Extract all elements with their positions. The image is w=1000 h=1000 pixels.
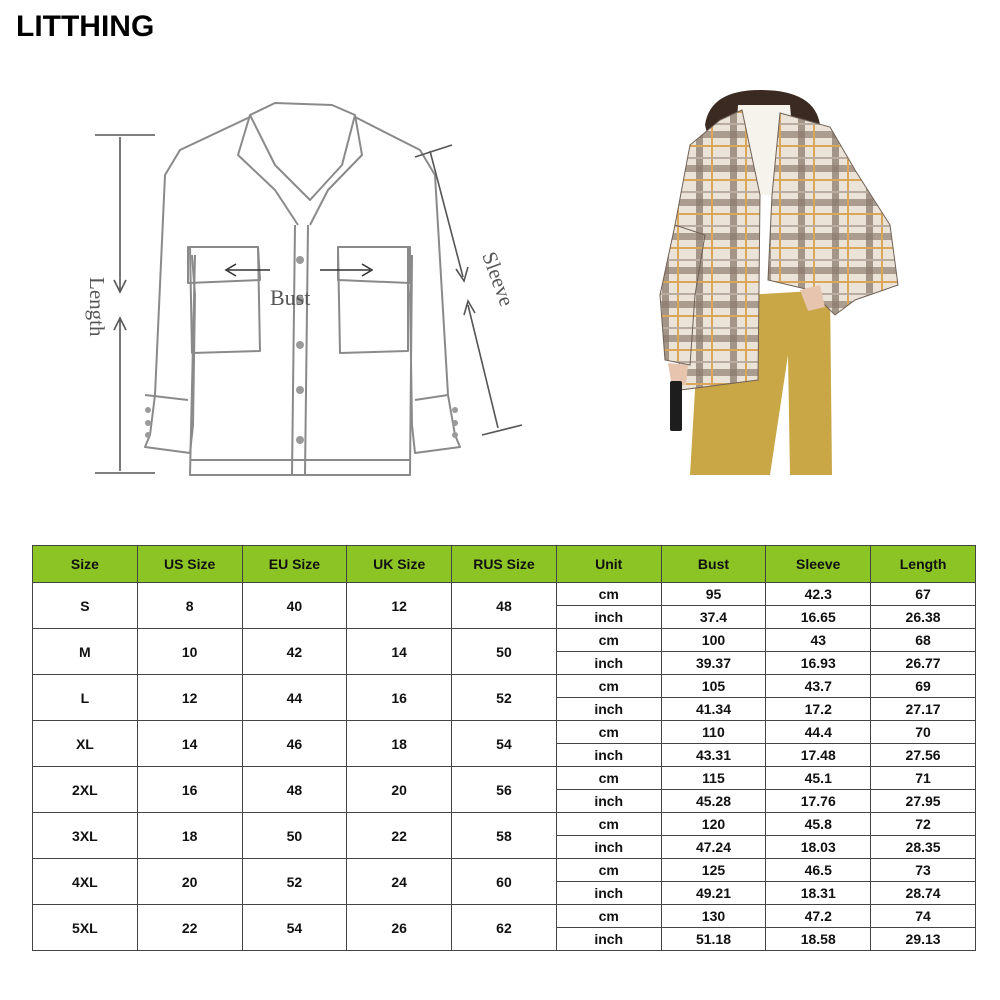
cell-us-size: 8 bbox=[137, 583, 242, 629]
brand-logo: LITTHING bbox=[16, 10, 155, 43]
cell-bust: 110 bbox=[661, 721, 766, 744]
cell-eu-size: 54 bbox=[242, 905, 347, 951]
cell-us-size: 20 bbox=[137, 859, 242, 905]
cell-bust: 49.21 bbox=[661, 882, 766, 905]
cell-unit: cm bbox=[556, 767, 661, 790]
header-uk-size: UK Size bbox=[347, 546, 452, 583]
cell-sleeve: 18.03 bbox=[766, 836, 871, 859]
cell-unit: cm bbox=[556, 629, 661, 652]
cell-length: 70 bbox=[871, 721, 976, 744]
sleeve-label: Sleeve bbox=[477, 248, 520, 310]
cell-size: S bbox=[33, 583, 138, 629]
cell-unit: inch bbox=[556, 698, 661, 721]
header-length: Length bbox=[871, 546, 976, 583]
cell-length: 74 bbox=[871, 905, 976, 928]
cell-unit: cm bbox=[556, 813, 661, 836]
cell-bust: 47.24 bbox=[661, 836, 766, 859]
cell-sleeve: 44.4 bbox=[766, 721, 871, 744]
cell-uk-size: 26 bbox=[347, 905, 452, 951]
cell-uk-size: 18 bbox=[347, 721, 452, 767]
cell-us-size: 18 bbox=[137, 813, 242, 859]
cell-bust: 41.34 bbox=[661, 698, 766, 721]
cell-unit: inch bbox=[556, 790, 661, 813]
cell-size: 2XL bbox=[33, 767, 138, 813]
cell-us-size: 14 bbox=[137, 721, 242, 767]
table-row bbox=[33, 721, 976, 744]
cell-unit: inch bbox=[556, 606, 661, 629]
cell-bust: 105 bbox=[661, 675, 766, 698]
cell-bust: 115 bbox=[661, 767, 766, 790]
header-unit: Unit bbox=[556, 546, 661, 583]
cell-uk-size: 20 bbox=[347, 767, 452, 813]
cell-bust: 125 bbox=[661, 859, 766, 882]
cell-bust: 43.31 bbox=[661, 744, 766, 767]
cell-sleeve: 17.2 bbox=[766, 698, 871, 721]
cell-rus-size: 52 bbox=[452, 675, 557, 721]
cell-us-size: 10 bbox=[137, 629, 242, 675]
cell-sleeve: 16.93 bbox=[766, 652, 871, 675]
cell-length: 73 bbox=[871, 859, 976, 882]
cell-sleeve: 16.65 bbox=[766, 606, 871, 629]
cell-length: 69 bbox=[871, 675, 976, 698]
table-row bbox=[33, 629, 976, 652]
length-label: Length bbox=[85, 277, 109, 337]
cell-bust: 100 bbox=[661, 629, 766, 652]
cell-length: 27.17 bbox=[871, 698, 976, 721]
cell-unit: cm bbox=[556, 675, 661, 698]
phone bbox=[670, 381, 682, 431]
cell-sleeve: 45.8 bbox=[766, 813, 871, 836]
cell-uk-size: 14 bbox=[347, 629, 452, 675]
header-bust: Bust bbox=[661, 546, 766, 583]
cell-rus-size: 50 bbox=[452, 629, 557, 675]
cell-length: 72 bbox=[871, 813, 976, 836]
cell-length: 28.35 bbox=[871, 836, 976, 859]
cell-sleeve: 17.76 bbox=[766, 790, 871, 813]
cell-us-size: 22 bbox=[137, 905, 242, 951]
cell-length: 68 bbox=[871, 629, 976, 652]
cell-bust: 39.37 bbox=[661, 652, 766, 675]
cell-size: M bbox=[33, 629, 138, 675]
header-eu-size: EU Size bbox=[242, 546, 347, 583]
cell-uk-size: 22 bbox=[347, 813, 452, 859]
table-row bbox=[33, 767, 976, 790]
cell-size: L bbox=[33, 675, 138, 721]
cell-bust: 51.18 bbox=[661, 928, 766, 951]
cell-length: 67 bbox=[871, 583, 976, 606]
shirt-measurement-diagram bbox=[70, 95, 540, 495]
cell-eu-size: 50 bbox=[242, 813, 347, 859]
cell-eu-size: 48 bbox=[242, 767, 347, 813]
cell-rus-size: 62 bbox=[452, 905, 557, 951]
cell-unit: cm bbox=[556, 721, 661, 744]
cell-size: 5XL bbox=[33, 905, 138, 951]
cell-unit: inch bbox=[556, 928, 661, 951]
cell-eu-size: 42 bbox=[242, 629, 347, 675]
header-rus-size: RUS Size bbox=[452, 546, 557, 583]
cell-eu-size: 44 bbox=[242, 675, 347, 721]
cell-bust: 130 bbox=[661, 905, 766, 928]
cell-uk-size: 24 bbox=[347, 859, 452, 905]
cell-rus-size: 60 bbox=[452, 859, 557, 905]
cell-bust: 45.28 bbox=[661, 790, 766, 813]
cell-sleeve: 18.58 bbox=[766, 928, 871, 951]
cell-bust: 37.4 bbox=[661, 606, 766, 629]
cell-size: 3XL bbox=[33, 813, 138, 859]
header-size: Size bbox=[33, 546, 138, 583]
cell-sleeve: 46.5 bbox=[766, 859, 871, 882]
cell-size: XL bbox=[33, 721, 138, 767]
cell-unit: inch bbox=[556, 744, 661, 767]
cell-sleeve: 43.7 bbox=[766, 675, 871, 698]
cell-length: 26.38 bbox=[871, 606, 976, 629]
cell-length: 29.13 bbox=[871, 928, 976, 951]
cell-unit: inch bbox=[556, 652, 661, 675]
table-row bbox=[33, 675, 976, 698]
cell-length: 28.74 bbox=[871, 882, 976, 905]
cell-sleeve: 45.1 bbox=[766, 767, 871, 790]
cell-sleeve: 43 bbox=[766, 629, 871, 652]
cell-eu-size: 52 bbox=[242, 859, 347, 905]
header-us-size: US Size bbox=[137, 546, 242, 583]
cell-size: 4XL bbox=[33, 859, 138, 905]
cell-unit: cm bbox=[556, 905, 661, 928]
table-header-row bbox=[33, 546, 976, 583]
table-row bbox=[33, 813, 976, 836]
cell-sleeve: 47.2 bbox=[766, 905, 871, 928]
cell-length: 27.56 bbox=[871, 744, 976, 767]
cell-rus-size: 54 bbox=[452, 721, 557, 767]
cell-bust: 120 bbox=[661, 813, 766, 836]
cell-uk-size: 16 bbox=[347, 675, 452, 721]
cell-sleeve: 18.31 bbox=[766, 882, 871, 905]
cell-us-size: 12 bbox=[137, 675, 242, 721]
cell-bust: 95 bbox=[661, 583, 766, 606]
cell-sleeve: 17.48 bbox=[766, 744, 871, 767]
cell-us-size: 16 bbox=[137, 767, 242, 813]
cell-length: 26.77 bbox=[871, 652, 976, 675]
cell-rus-size: 56 bbox=[452, 767, 557, 813]
cell-eu-size: 40 bbox=[242, 583, 347, 629]
cell-length: 27.95 bbox=[871, 790, 976, 813]
cell-uk-size: 12 bbox=[347, 583, 452, 629]
bust-label: Bust bbox=[270, 285, 311, 310]
cell-length: 71 bbox=[871, 767, 976, 790]
cell-rus-size: 48 bbox=[452, 583, 557, 629]
bust-arrows bbox=[226, 264, 372, 276]
cell-rus-size: 58 bbox=[452, 813, 557, 859]
cell-sleeve: 42.3 bbox=[766, 583, 871, 606]
table-row bbox=[33, 859, 976, 882]
cell-unit: inch bbox=[556, 836, 661, 859]
table-row bbox=[33, 583, 976, 606]
table-row bbox=[33, 905, 976, 928]
cell-unit: cm bbox=[556, 583, 661, 606]
product-photo bbox=[650, 85, 905, 475]
cell-unit: cm bbox=[556, 859, 661, 882]
size-chart-table bbox=[32, 545, 976, 951]
header-sleeve: Sleeve bbox=[766, 546, 871, 583]
cell-eu-size: 46 bbox=[242, 721, 347, 767]
cell-unit: inch bbox=[556, 882, 661, 905]
